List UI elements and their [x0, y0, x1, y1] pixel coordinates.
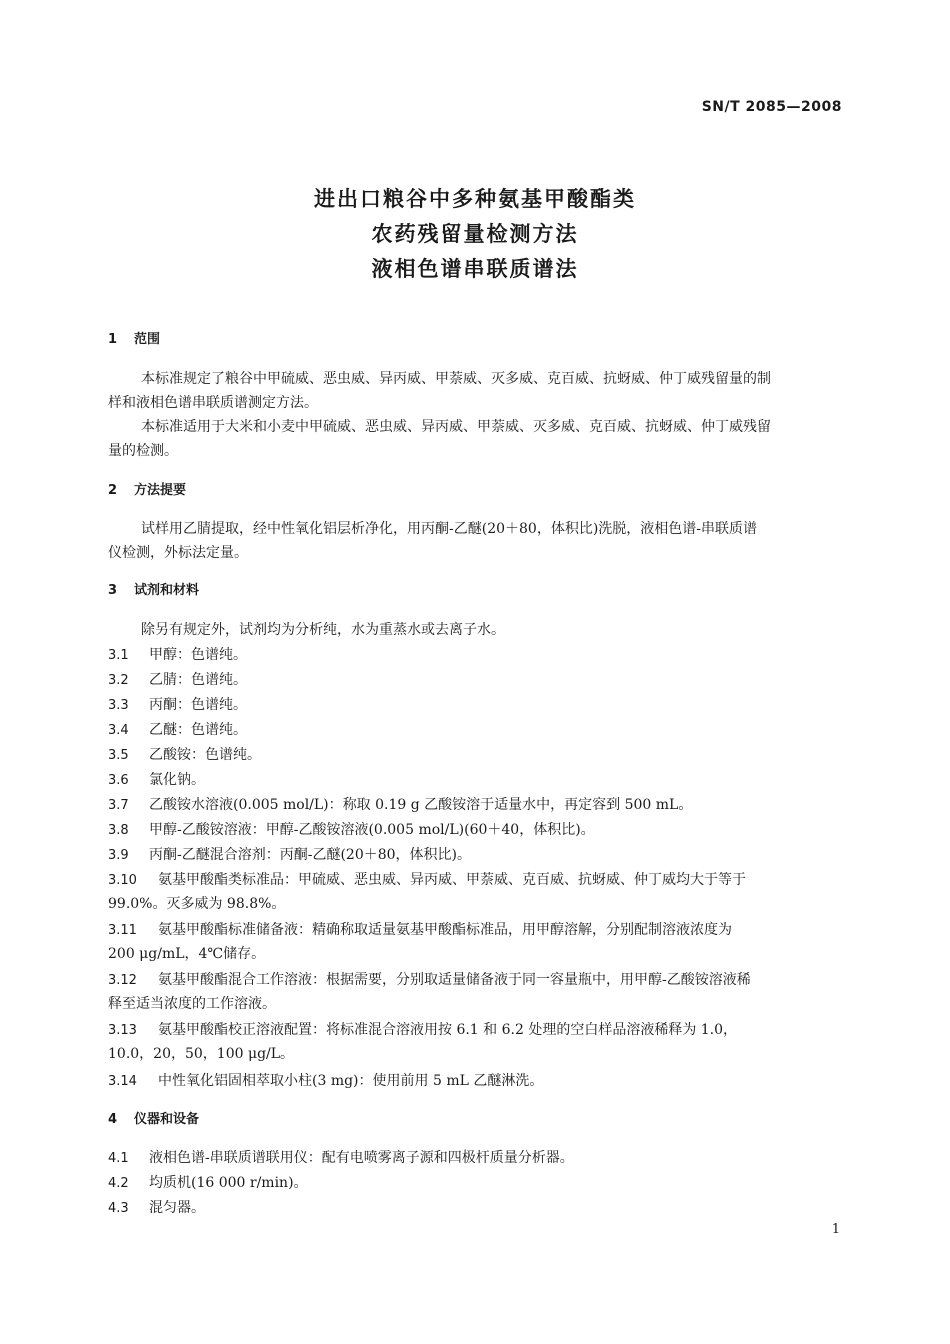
list-item	[108, 868, 843, 916]
section-4-heading	[108, 1108, 843, 1132]
text-line: 除另有规定外，试剂均为分析纯，水为重蒸水或去离子水。	[141, 622, 505, 638]
item-text-continued: 99.0%。灭多威为 98.8%。	[108, 896, 286, 912]
text-line: 量的检测。	[108, 443, 178, 459]
item-text: 乙酸铵水溶液(0.005 mol/L)：称取 0.19 g 乙酸铵溶于适量水中，再定容到 500 mL。	[149, 797, 693, 813]
list-item	[108, 768, 843, 792]
item-number: 3.11	[108, 923, 137, 938]
item-text: 氨基甲酸酯标准储备液：精确称取适量氨基甲酸酯标准品，用甲醇溶解，分别配制溶液浓度为	[158, 922, 732, 938]
list-item	[108, 1196, 843, 1220]
list-item	[108, 968, 843, 1016]
item-text: 液相色谱-串联质谱联用仪：配有电喷雾离子源和四极杆质量分析器。	[149, 1150, 574, 1166]
section-1-paragraph-1	[108, 367, 843, 415]
list-item	[108, 918, 843, 966]
item-number: 3.6	[108, 773, 129, 788]
text-line: 本标准适用于大米和小麦中甲硫威、恶虫威、异丙威、甲萘威、灭多威、克百威、抗蚜威、仲丁威残留	[141, 419, 771, 435]
item-number: 3.14	[108, 1074, 137, 1089]
item-text: 乙醚：色谱纯。	[149, 722, 247, 738]
item-number: 3.2	[108, 673, 129, 688]
list-item	[108, 1069, 843, 1093]
list-item	[108, 743, 843, 767]
item-text: 混匀器。	[149, 1200, 205, 1216]
section-3-heading	[108, 579, 843, 603]
item-number: 3.1	[108, 648, 129, 663]
section-number: 2	[108, 483, 118, 498]
section-title: 仪器和设备	[134, 1112, 200, 1127]
item-number: 3.5	[108, 748, 129, 763]
item-text: 氨基甲酸酯类标准品：甲硫威、恶虫威、异丙威、甲萘威、克百威、抗蚜威、仲丁威均大于等于	[158, 872, 746, 888]
item-text: 氯化钠。	[149, 772, 205, 788]
item-number: 3.8	[108, 823, 129, 838]
section-number: 3	[108, 583, 118, 598]
document-title	[0, 182, 950, 287]
item-number: 4.1	[108, 1151, 129, 1166]
item-text: 丙酮：色谱纯。	[149, 697, 247, 713]
item-number: 3.7	[108, 798, 129, 813]
list-item	[108, 693, 843, 717]
item-text: 中性氧化铝固相萃取小柱(3 mg)：使用前用 5 mL 乙醚淋洗。	[158, 1073, 544, 1089]
item-text: 氨基甲酸酯校正溶液配置：将标准混合溶液用按 6.1 和 6.2 处理的空白样品溶液稀释为 1.0，	[158, 1022, 738, 1038]
item-text: 甲醇：色谱纯。	[149, 647, 247, 663]
item-number: 3.13	[108, 1023, 137, 1038]
item-text: 甲醇-乙酸铵溶液：甲醇-乙酸铵溶液(0.005 mol/L)(60＋40，体积比)。	[149, 822, 595, 838]
list-item	[108, 718, 843, 742]
title-line-2: 农药残留量检测方法	[371, 222, 579, 246]
item-text-continued: 释至适当浓度的工作溶液。	[108, 996, 276, 1012]
page-number: 1	[831, 1222, 840, 1237]
section-1-heading	[108, 328, 843, 352]
section-1-paragraph-2	[108, 415, 843, 463]
list-item	[108, 668, 843, 692]
section-title: 方法提要	[134, 483, 187, 498]
text-line: 样和液相色谱串联质谱测定方法。	[108, 395, 318, 411]
standard-number: SN/T 2085—2008	[701, 99, 842, 115]
list-item	[108, 643, 843, 667]
list-item	[108, 1171, 843, 1195]
item-number: 3.10	[108, 873, 137, 888]
list-item	[108, 1018, 843, 1066]
section-number: 1	[108, 332, 118, 347]
list-item	[108, 843, 843, 867]
title-line-3: 液相色谱串联质谱法	[371, 257, 579, 281]
item-text-continued: 10.0，20，50，100 μg/L。	[108, 1046, 295, 1062]
item-number: 3.9	[108, 848, 129, 863]
item-number: 3.3	[108, 698, 129, 713]
list-item	[108, 793, 843, 817]
item-number: 4.3	[108, 1201, 129, 1216]
text-line: 本标准规定了粮谷中甲硫威、恶虫威、异丙威、甲萘威、灭多威、克百威、抗蚜威、仲丁威残留量的制	[141, 371, 771, 387]
item-text: 均质机(16 000 r/min)。	[149, 1175, 308, 1191]
section-2-heading	[108, 479, 843, 503]
title-line-1: 进出口粮谷中多种氨基甲酸酯类	[314, 187, 636, 211]
text-line: 仪检测，外标法定量。	[108, 545, 248, 561]
item-text: 丙酮-乙醚混合溶剂：丙酮-乙醚(20＋80，体积比)。	[149, 847, 472, 863]
list-item	[108, 818, 843, 842]
item-text: 氨基甲酸酯混合工作溶液：根据需要，分别取适量储备液于同一容量瓶中，用甲醇-乙酸铵溶液稀	[158, 972, 751, 988]
item-number: 3.4	[108, 723, 129, 738]
section-number: 4	[108, 1112, 118, 1127]
item-text-continued: 200 μg/mL，4℃储存。	[108, 946, 266, 962]
item-number: 4.2	[108, 1176, 129, 1191]
text-line: 试样用乙腈提取，经中性氧化铝层析净化，用丙酮-乙醚(20＋80，体积比)洗脱，液相色谱-串联质谱	[141, 521, 758, 537]
section-title: 试剂和材料	[134, 583, 200, 598]
section-2-paragraph-1	[108, 517, 843, 565]
item-text: 乙腈：色谱纯。	[149, 672, 247, 688]
section-title: 范围	[134, 332, 161, 347]
section-3-intro	[108, 618, 843, 642]
list-item	[108, 1146, 843, 1170]
item-number: 3.12	[108, 973, 137, 988]
item-text: 乙酸铵：色谱纯。	[149, 747, 261, 763]
